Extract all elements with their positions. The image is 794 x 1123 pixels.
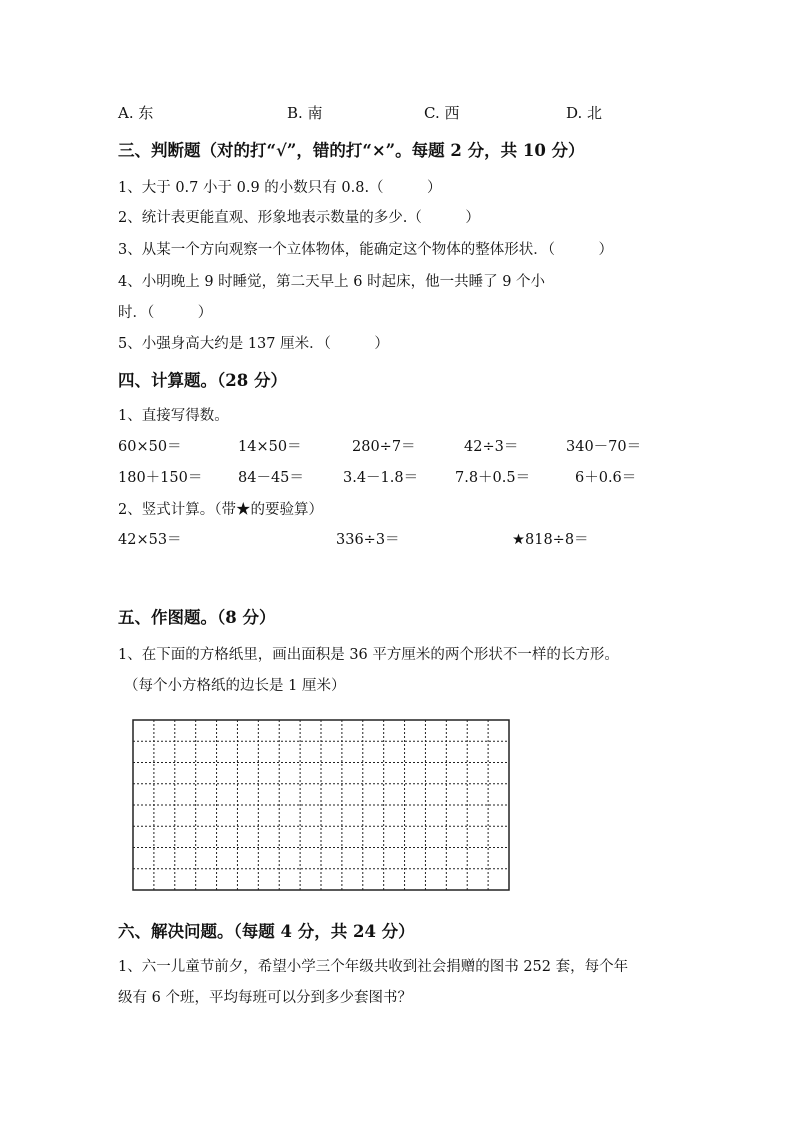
vertical-calc-item: 42×53＝ — [118, 532, 182, 548]
draw-note: （每个小方格纸的边长是 1 厘米） — [124, 678, 346, 694]
section6-title: 六、解决问题。（每题 4 分，共 24 分） — [118, 922, 415, 941]
judge-item-3: 3、从某一个方向观察一个立体物体，能确定这个物体的整体形状．（ ） — [118, 242, 613, 258]
calc-item: 60×50＝ — [118, 439, 182, 455]
calc-item: 6＋0.6＝ — [575, 470, 637, 486]
calc-item: 180＋150＝ — [118, 470, 203, 486]
option-d: D. 北 — [566, 104, 603, 122]
square-grid-paper[interactable] — [132, 719, 512, 893]
judge-item-4-cont: 时．（ ） — [118, 305, 213, 321]
calc-item: 340－70＝ — [566, 439, 642, 455]
vertical-calc-item: 336÷3＝ — [336, 532, 400, 548]
judge-item-4: 4、小明晚上 9 时睡觉，第二天早上 6 时起床，他一共睡了 9 个小 — [118, 274, 546, 290]
calc-q1-label: 1、直接写得数。 — [118, 408, 229, 424]
option-c: C. 西 — [424, 104, 460, 122]
judge-item-5: 5、小强身高大约是 137 厘米．（ ） — [118, 336, 389, 352]
calc-item: 42÷3＝ — [464, 439, 519, 455]
judge-item-1: 1、大于 0.7 小于 0.9 的小数只有 0.8.（ ） — [118, 180, 442, 196]
solve-q1-line2: 级有 6 个班，平均每班可以分到多少套图书？ — [118, 990, 412, 1006]
calc-item: 14×50＝ — [238, 439, 302, 455]
option-a: A. 东 — [118, 104, 154, 122]
vertical-calc-item: ★818÷8＝ — [512, 532, 589, 548]
section5-title: 五、作图题。（8 分） — [118, 608, 276, 627]
section4-title: 四、计算题。（28 分） — [118, 371, 287, 390]
judge-item-2: 2、统计表更能直观、形象地表示数量的多少.（ ） — [118, 210, 480, 226]
section3-title: 三、判断题（对的打“√”，错的打“×”。每题 2 分，共 10 分） — [118, 141, 585, 160]
calc-q2-label: 2、竖式计算。（带★的要验算） — [118, 502, 323, 518]
solve-q1-line1: 1、六一儿童节前夕，希望小学三个年级共收到社会捐赠的图书 252 套，每个年 — [118, 959, 629, 975]
draw-q1: 1、在下面的方格纸里，画出面积是 36 平方厘米的两个形状不一样的长方形。 — [118, 647, 619, 663]
calc-item: 3.4－1.8＝ — [343, 470, 419, 486]
calc-item: 84－45＝ — [238, 470, 304, 486]
calc-item: 280÷7＝ — [352, 439, 416, 455]
option-b: B. 南 — [287, 104, 323, 122]
calc-item: 7.8＋0.5＝ — [455, 470, 531, 486]
